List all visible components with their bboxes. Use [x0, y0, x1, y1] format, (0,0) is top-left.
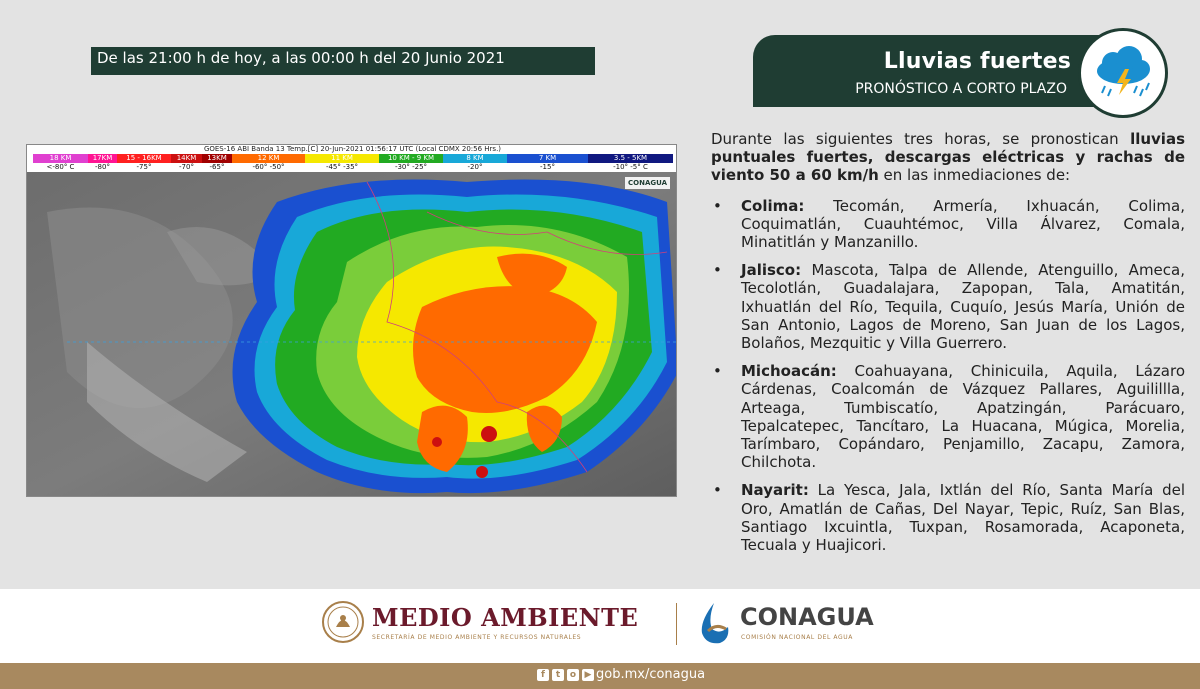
gob-url-link[interactable]: gob.mx/conagua: [596, 667, 706, 682]
scale-temp-label: -15°: [507, 163, 588, 172]
title-box: [753, 35, 1103, 107]
conagua-title: CONAGUA: [740, 603, 874, 631]
scale-height-label: 14KM: [171, 154, 202, 163]
instagram-icon[interactable]: o: [567, 669, 579, 681]
scale-temp-label: <-80° C: [33, 163, 88, 172]
scale-temp-label: -10° -5° C: [588, 163, 673, 172]
scale-height-label: 17KM: [88, 154, 117, 163]
scale-temp-label: -80°: [88, 163, 117, 172]
scale-height-label: 3.5 - 5KM: [588, 154, 673, 163]
state-name: Colima:: [741, 196, 805, 215]
satellite-logo: CONAGUA: [625, 177, 670, 189]
list-item: • Michoacán: Coahuayana, Chinicuila, Aquila, Lázaro Cárdenas, Coalcomán de Vázquez Pallares, Aguilillla, Arteaga, Tumbiscatío, Apatzingán, Parácuaro, Tepalcatepec, Tancítaro, La Huacana, Múgica, Morelia, Tarímbaro, Copándaro, Penjamillo, Zacapu, Zamora, Chilchota.: [713, 362, 1185, 472]
medio-ambiente-title: MEDIO AMBIENTE: [372, 603, 639, 632]
scale-temp-label: -45° -35°: [305, 163, 379, 172]
list-item: • Jalisco: Mascota, Talpa de Allende, Atenguillo, Ameca, Tecolotlán, Guadalajara, Zapopan, Tala, Amatitán, Ixhuatlán del Río, Tequila, Cuquío, Jesús María, Unión de San Antonio, Lagos de Moreno, San Juan de los Lagos, Bolaños, Mezquitic y Villa Guerrero.: [713, 261, 1185, 353]
scale-temp-label: -20°: [443, 163, 507, 172]
list-item: • Colima: Tecomán, Armería, Ixhuacán, Colima, Coquimatlán, Cuauhtémoc, Villa Álvarez, Comala, Minatitlán y Manzanillo.: [713, 196, 1185, 252]
satellite-caption: GOES-16 ABI Banda 13 Temp.[C] 20-Jun-2021 01:56:17 UTC (Local CDMX 20:56 Hrs.): [203, 145, 502, 153]
scale-temp-label: -70°: [171, 163, 202, 172]
scale-temp-label: -30° -25°: [379, 163, 443, 172]
forecast-text: [711, 130, 1185, 564]
footer-divider: [676, 603, 677, 645]
date-range-banner: De las 21:00 h de hoy, a las 00:00 h del 20 Junio 2021: [91, 47, 595, 75]
conagua-subtitle: COMISIÓN NACIONAL DEL AGUA: [741, 634, 853, 641]
twitter-icon[interactable]: t: [552, 669, 564, 681]
scale-height-label: 10 KM - 9 KM: [379, 154, 443, 163]
youtube-icon[interactable]: ▶: [582, 669, 594, 681]
mexico-seal-icon: [322, 601, 364, 643]
facebook-icon[interactable]: f: [537, 669, 549, 681]
scale-height-label: 18 KM: [33, 154, 88, 163]
forecast-intro: Durante las siguientes tres horas, se pronostican lluvias puntuales fuertes, descargas eléctricas y rachas de viento 50 a 60 km/h en las inmediaciones de:: [711, 130, 1185, 185]
storm-cloud-icon: [1078, 28, 1168, 118]
scale-height-label: 13KM: [202, 154, 232, 163]
medio-ambiente-subtitle: SECRETARÍA DE MEDIO AMBIENTE Y RECURSOS NATURALES: [372, 634, 582, 641]
conagua-logo-icon: [694, 601, 734, 647]
scale-temp-label: -65°: [202, 163, 232, 172]
page-subtitle: PRONÓSTICO A CORTO PLAZO: [855, 81, 1067, 97]
satellite-map: [27, 172, 677, 497]
scale-temp-label: -60° -50°: [232, 163, 305, 172]
list-item: • Nayarit: La Yesca, Jala, Ixtlán del Río, Santa María del Oro, Amatlán de Cañas, Del Nayar, Tepic, Ruíz, San Blas, Santiago Ixcuintla, Tuxpan, Rosamorada, Acaponeta, Tecuala y Huajicori.: [713, 481, 1185, 555]
scale-height-label: 11 KM: [305, 154, 379, 163]
social-icons: [537, 669, 594, 681]
scale-height-label: 15 - 16KM: [117, 154, 171, 163]
scale-height-label: 8 KM: [443, 154, 507, 163]
scale-height-label: 7 KM: [507, 154, 588, 163]
state-name: Nayarit:: [741, 481, 809, 500]
state-list: [711, 197, 1185, 555]
satellite-image: [26, 144, 677, 497]
scale-temp-label: -75°: [117, 163, 171, 172]
color-scale-legend: [33, 154, 673, 172]
scale-height-label: 12 KM: [232, 154, 305, 163]
page-title: Lluvias fuertes: [883, 49, 1071, 74]
state-name: Jalisco:: [741, 261, 802, 280]
state-name: Michoacán:: [741, 362, 837, 381]
